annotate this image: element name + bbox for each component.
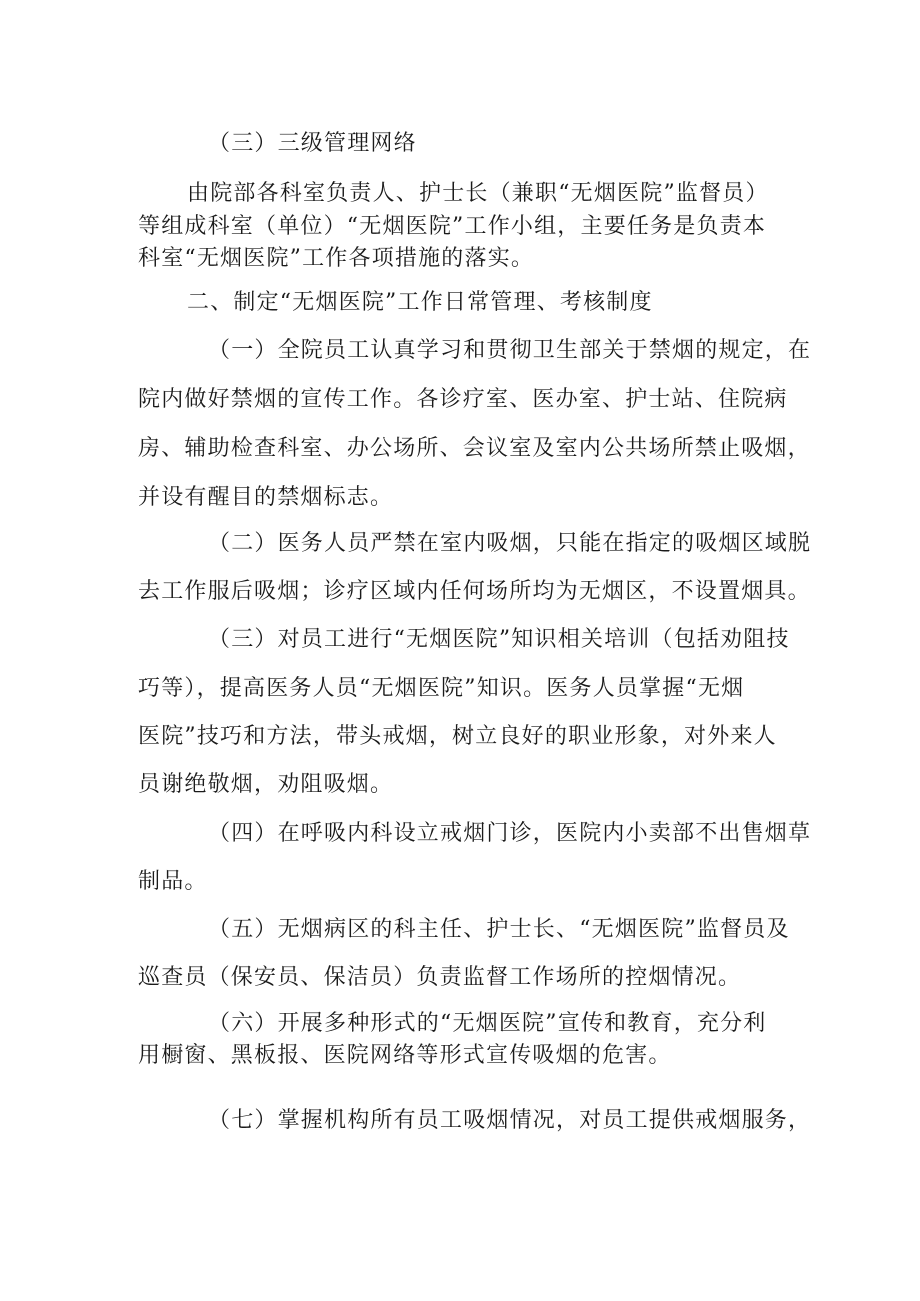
paragraph-line: 用橱窗、黑板报、医院网络等形式宣传吸烟的危害。 — [138, 1043, 672, 1068]
section-heading: 二、制定“无烟医院”工作日常管理、考核制度 — [187, 290, 653, 315]
paragraph-line: （三）对员工进行“无烟医院”知识相关培训（包括劝阻技 — [208, 627, 790, 652]
paragraph-line: 由院部各科室负责人、护士长（兼职“无烟医院”监督员） — [187, 181, 769, 206]
paragraph-line: 院内做好禁烟的宣传工作。各诊疗室、医办室、护士站、住院病 — [138, 387, 788, 412]
paragraph-line: （二）医务人员严禁在室内吸烟，只能在指定的吸烟区域脱 — [208, 531, 812, 556]
paragraph-line: （七）掌握机构所有员工吸烟情况，对员工提供戒烟服务， — [208, 1108, 812, 1133]
paragraph-line: 并设有醒目的禁烟标志。 — [138, 485, 394, 510]
paragraph-line: 巧等），提高医务人员“无烟医院”知识。医务人员掌握“无烟 — [138, 676, 745, 701]
paragraph-line: 制品。 — [138, 869, 208, 894]
paragraph-line: 科室“无烟医院”工作各项措施的落实。 — [138, 246, 535, 271]
paragraph-line: （六）开展多种形式的“无烟医院”宣传和教育，充分利 — [208, 1011, 767, 1036]
paragraph-line: （四）在呼吸内科设立戒烟门诊，医院内小卖部不出售烟草 — [208, 821, 812, 846]
paragraph-line: 医院”技巧和方法，带头戒烟，树立良好的职业形象，对外来人 — [138, 724, 777, 749]
subheading-three-level-network: （三）三级管理网络 — [208, 131, 417, 156]
paragraph-line: 等组成科室（单位）“无烟医院”工作小组，主要任务是负责本 — [138, 214, 767, 239]
paragraph-line: 去工作服后吸烟；诊疗区域内任何场所均为无烟区，不设置烟具。 — [138, 579, 811, 604]
paragraph-line: 巡查员（保安员、保洁员）负责监督工作场所的控烟情况。 — [138, 965, 742, 990]
paragraph-line: （五）无烟病区的科主任、护士长、“无烟医院”监督员及 — [208, 917, 790, 942]
paragraph-line: （一）全院员工认真学习和贯彻卫生部关于禁烟的规定，在 — [208, 338, 812, 363]
paragraph-line: 房、辅助检查科室、办公场所、会议室及室内公共场所禁止吸烟， — [138, 436, 811, 461]
paragraph-line: 员谢绝敬烟，劝阻吸烟。 — [138, 772, 394, 797]
